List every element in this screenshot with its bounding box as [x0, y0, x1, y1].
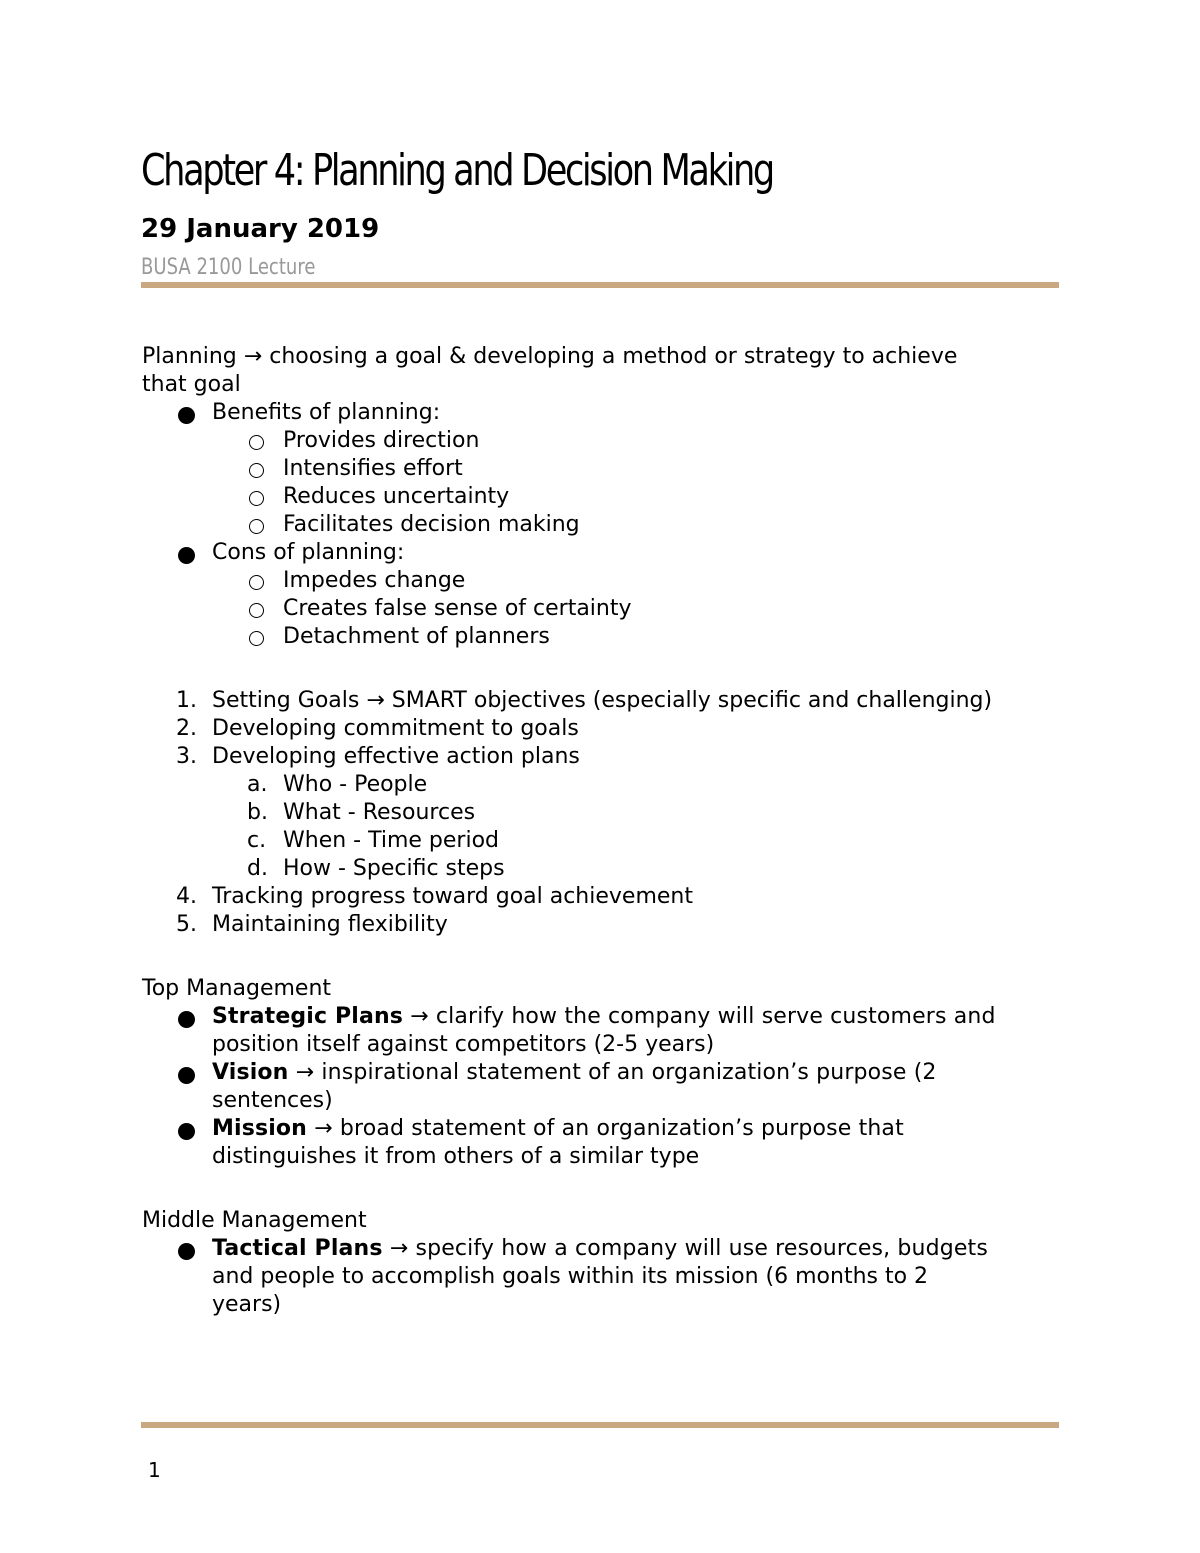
list-item — [142, 1059, 1042, 1115]
list-item — [142, 827, 1042, 855]
con-item: Creates false sense of certainty — [283, 596, 632, 621]
list-item — [142, 483, 1042, 511]
cons-label: Cons of planning: — [212, 540, 405, 565]
list-item — [142, 511, 1042, 539]
bullet-icon — [178, 1011, 195, 1028]
arrow-glyph: → — [314, 1116, 333, 1141]
hollow-bullet-icon — [249, 575, 264, 590]
step-text: Developing effective action plans — [212, 744, 580, 769]
term-tactical-plans: Tactical Plans — [212, 1236, 383, 1261]
list-number: 5. — [176, 912, 197, 937]
definition-text: inspirational statement of an organization’s purpose (2 — [321, 1060, 937, 1085]
hollow-bullet-icon — [249, 435, 264, 450]
header-rule — [141, 282, 1059, 288]
list-item — [142, 743, 1042, 771]
list-item — [142, 455, 1042, 483]
term-mission: Mission — [212, 1116, 307, 1141]
con-item: Impedes change — [283, 568, 466, 593]
arrow-glyph: → — [243, 344, 263, 369]
footer-rule — [141, 1422, 1059, 1428]
list-number: 1. — [176, 688, 197, 713]
page-number: 1 — [148, 1458, 161, 1482]
step-text: Tracking progress toward goal achievement — [212, 884, 693, 909]
definition-text: broad statement of an organization’s purpose that — [339, 1116, 904, 1141]
spacer — [142, 939, 1042, 975]
list-item — [142, 1003, 1042, 1059]
planning-definition-cont: that goal — [142, 372, 241, 397]
list-item — [142, 539, 1042, 567]
term-vision: Vision — [212, 1060, 289, 1085]
con-item: Detachment of planners — [283, 624, 550, 649]
planning-definition — [142, 343, 1042, 371]
definition-text-cont: sentences) — [212, 1088, 333, 1113]
planning-definition-text: choosing a goal & developing a method or strategy to achieve — [269, 344, 958, 369]
benefit-item: Intensifies effort — [283, 456, 463, 481]
definition-text-cont: years) — [212, 1292, 282, 1317]
list-item — [142, 1235, 1042, 1319]
list-item — [142, 715, 1042, 743]
benefit-item: Facilitates decision making — [283, 512, 580, 537]
list-item — [142, 567, 1042, 595]
top-management-list — [142, 1003, 1042, 1171]
hollow-bullet-icon — [249, 631, 264, 646]
section-heading-middle-management: Middle Management — [142, 1208, 367, 1233]
definition-text-cont: position itself against competitors (2-5 years) — [212, 1032, 715, 1057]
benefits-label: Benefits of planning: — [212, 400, 441, 425]
section-heading-top-management: Top Management — [142, 976, 332, 1001]
list-item — [142, 855, 1042, 883]
definition-text-cont: distinguishes it from others of a similar type — [212, 1144, 700, 1169]
benefit-item: Reduces uncertainty — [283, 484, 510, 509]
list-item — [142, 399, 1042, 427]
list-number: 4. — [176, 884, 197, 909]
course-subtitle: BUSA 2100 Lecture — [141, 255, 316, 280]
arrow-glyph: → — [410, 1004, 429, 1029]
hollow-bullet-icon — [249, 603, 264, 618]
middle-management-list — [142, 1235, 1042, 1319]
bullet-icon — [178, 1123, 195, 1140]
list-number: 2. — [176, 716, 197, 741]
hollow-bullet-icon — [249, 491, 264, 506]
sub-step-text: How - Specific steps — [283, 856, 505, 881]
list-item — [142, 687, 1042, 715]
spacer — [142, 651, 1042, 687]
list-letter: b. — [247, 800, 268, 825]
list-item — [142, 883, 1042, 911]
sub-step-text: Who - People — [283, 772, 428, 797]
step-text: Developing commitment to goals — [212, 716, 579, 741]
list-item — [142, 623, 1042, 651]
step-text: Setting Goals → SMART objectives (especially specific and challenging) — [212, 688, 993, 713]
list-letter: c. — [247, 828, 267, 853]
planning-steps-list — [142, 687, 1042, 939]
list-item — [142, 1115, 1042, 1171]
bullet-icon — [178, 407, 195, 424]
arrow-glyph: → — [295, 1060, 315, 1085]
planning-list — [142, 399, 1042, 651]
step-text: Maintaining flexibility — [212, 912, 448, 937]
bullet-icon — [178, 1067, 195, 1084]
definition-text-cont: and people to accomplish goals within its mission (6 months to 2 — [212, 1264, 929, 1289]
bullet-icon — [178, 547, 195, 564]
definition-text: specify how a company will use resources, budgets — [415, 1236, 988, 1261]
list-item — [142, 771, 1042, 799]
list-letter: a. — [247, 772, 268, 797]
page-title: Chapter 4: Planning and Decision Making — [141, 145, 773, 196]
arrow-glyph: → — [389, 1236, 409, 1261]
list-letter: d. — [247, 856, 268, 881]
spacer — [142, 1171, 1042, 1207]
definition-text: clarify how the company will serve customers and — [435, 1004, 996, 1029]
sub-step-text: What - Resources — [283, 800, 476, 825]
hollow-bullet-icon — [249, 519, 264, 534]
lecture-date: 29 January 2019 — [141, 214, 380, 244]
list-number: 3. — [176, 744, 197, 769]
document-body — [142, 343, 1042, 1319]
list-item — [142, 595, 1042, 623]
list-item — [142, 799, 1042, 827]
planning-term: Planning — [142, 344, 237, 369]
benefit-item: Provides direction — [283, 428, 480, 453]
hollow-bullet-icon — [249, 463, 264, 478]
bullet-icon — [178, 1243, 195, 1260]
term-strategic-plans: Strategic Plans — [212, 1004, 404, 1029]
list-item — [142, 911, 1042, 939]
sub-step-text: When - Time period — [283, 828, 500, 853]
list-item — [142, 427, 1042, 455]
